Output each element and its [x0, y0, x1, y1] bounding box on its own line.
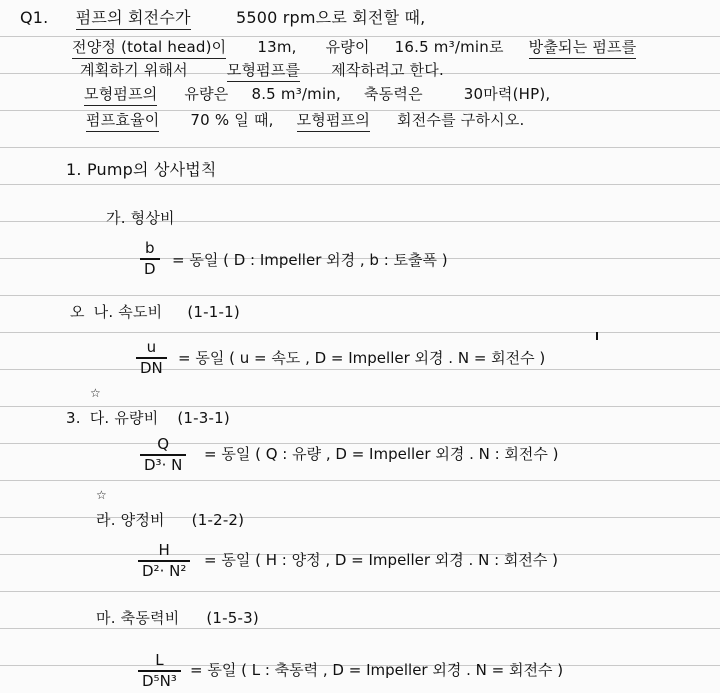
item-c-fraction	[140, 436, 186, 474]
item-c-label: 다. 유량비	[89, 409, 159, 427]
section-title: 1. Pump의 상사법칙	[66, 160, 217, 179]
fraction-denominator: D²· N²	[142, 562, 187, 580]
item-d-code: (1-2-2)	[191, 511, 245, 529]
star-mark: ☆	[96, 488, 107, 502]
fraction-numerator: b	[145, 239, 155, 257]
item-c-prefix: 3.	[66, 409, 81, 427]
problem-text: 모형펌프의	[84, 84, 157, 106]
item-d-label: 라. 양정비	[96, 511, 165, 529]
problem-number: Q1.	[20, 8, 49, 27]
item-e-label: 마. 축동력비	[96, 609, 180, 627]
item-d-fraction	[138, 542, 190, 580]
problem-text: 유량이	[325, 38, 370, 56]
problem-text: 펌프의 회전수가	[76, 8, 191, 30]
item-e-code: (1-5-3)	[206, 609, 259, 627]
item-b-line	[70, 302, 240, 322]
problem-line-3	[80, 60, 444, 82]
problem-text: 13m,	[257, 38, 297, 56]
problem-text: 전양정 (total head)이	[72, 37, 226, 59]
fraction-denominator: D⁵N³	[142, 672, 177, 690]
problem-text: 회전수를 구하시오.	[397, 111, 525, 129]
fraction-numerator: u	[146, 338, 157, 356]
problem-text: 제작하려고 한다.	[331, 61, 444, 79]
problem-text: 70 % 일 때,	[190, 111, 274, 129]
star-mark: ☆	[90, 386, 101, 400]
problem-text: 16.5 m³/min로	[394, 38, 504, 56]
fraction-numerator: L	[155, 651, 164, 669]
problem-line-2	[72, 37, 636, 59]
problem-line-5	[86, 110, 524, 132]
fraction-denominator: DN	[140, 359, 163, 377]
item-a-description: = 동일 ( D : Impeller 외경 , b : 토출폭 )	[172, 251, 448, 269]
item-a-fraction	[140, 240, 160, 278]
problem-text: 펌프효율이	[86, 110, 159, 132]
item-e-line	[96, 608, 259, 628]
item-d-description: = 동일 ( H : 양정 , D = Impeller 외경 . N : 회전수 )	[204, 551, 558, 569]
item-b-fraction	[136, 339, 167, 377]
problem-text: 축동력은	[364, 85, 423, 103]
problem-text: 계획하기 위해서	[80, 61, 188, 79]
item-b-code: (1-1-1)	[187, 303, 240, 321]
fraction-numerator: H	[158, 541, 170, 559]
problem-line-4	[84, 84, 550, 106]
problem-text: 5500 rpm으로 회전할 때,	[235, 8, 426, 27]
problem-text: 8.5 m³/min,	[251, 85, 342, 103]
problem-text: 방출되는 펌프를	[529, 37, 637, 59]
tick-mark	[596, 332, 598, 340]
item-b-prefix: 오	[70, 303, 85, 321]
problem-text: 유량은	[184, 85, 229, 103]
fraction-denominator: D³· N	[144, 456, 183, 474]
item-c-line	[66, 408, 230, 428]
fraction-numerator: Q	[157, 435, 170, 453]
problem-text: 모형펌프를	[227, 60, 300, 82]
item-e-description: = 동일 ( L : 축동력 , D = Impeller 외경 . N = 회전수 )	[190, 661, 564, 679]
problem-line-1	[20, 8, 425, 30]
item-b-description: = 동일 ( u = 속도 , D = Impeller 외경 . N = 회전수 )	[178, 349, 546, 367]
item-e-fraction	[138, 652, 181, 690]
item-a-label: 가. 형상비	[106, 209, 175, 227]
fraction-denominator: D	[144, 260, 156, 278]
problem-text: 30마력(HP),	[463, 85, 551, 103]
item-b-label: 나. 속도비	[93, 303, 163, 321]
item-c-description: = 동일 ( Q : 유량 , D = Impeller 외경 . N : 회전수 )	[204, 445, 559, 463]
item-d-line	[96, 510, 244, 530]
problem-text: 모형펌프의	[297, 110, 370, 132]
item-c-code: (1-3-1)	[177, 409, 230, 427]
